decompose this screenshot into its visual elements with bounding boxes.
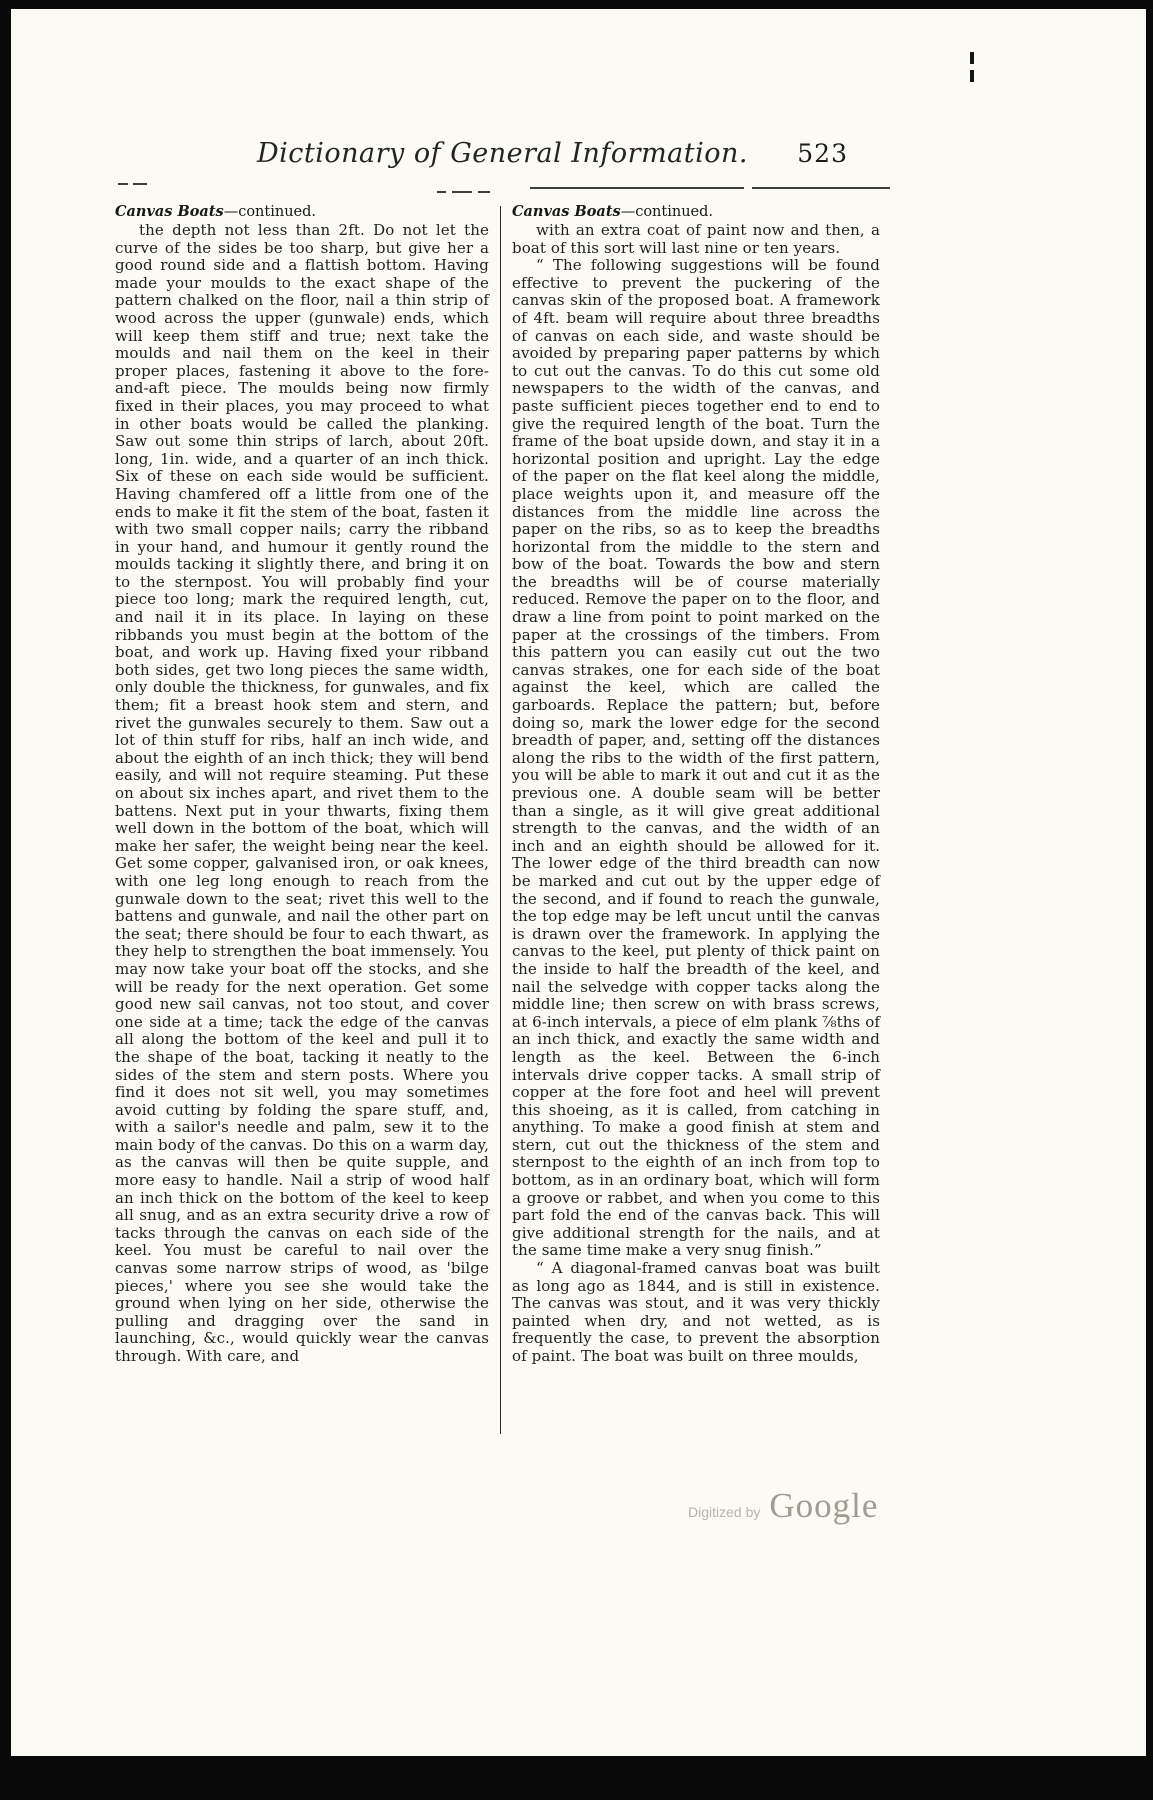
- scan-edge-right: [1146, 0, 1153, 1800]
- rule-segment: [452, 191, 472, 193]
- column-paragraph: “ A diagonal-framed canvas boat was built as long ago as 1844, and is still in existence. The canvas was stout, and it was very thickly painted when dry, and not wetted, as is frequently the case, to prevent the absorption of paint. The boat was built on three moulds,: [512, 1259, 880, 1365]
- right-column: [512, 203, 880, 1366]
- rule-segment: [118, 183, 128, 185]
- digitized-watermark: [688, 1486, 908, 1534]
- column-paragraph: with an extra coat of paint now and then, a boat of this sort will last nine or ten years.: [512, 221, 880, 257]
- rule-segment: [530, 187, 744, 189]
- column-divider: [500, 206, 501, 1434]
- column-heading: [115, 203, 489, 221]
- column-heading: [512, 203, 880, 221]
- google-logo: Google: [769, 1486, 879, 1525]
- scan-edge-top: [0, 0, 1153, 9]
- column-heading-term: Canvas Boats: [115, 203, 224, 220]
- column-heading-continued: —continued.: [620, 204, 714, 220]
- scan-artifact-mark: [970, 52, 974, 64]
- rule-segment: [133, 183, 147, 185]
- column-heading-term: Canvas Boats: [512, 203, 621, 220]
- column-paragraph: the depth not less than 2ft. Do not let the curve of the sides be too sharp, but give her a good round side and a flattish bottom. Having made your moulds to the exact shape of the pattern chalked on the floor, nail a thin strip of wood across the upper (gunwale) ends, which will keep them stiff and true; next take the moulds and nail them on the keel in their proper places, fastening it above to the fore-and-aft piece. The moulds being now firmly fixed in their places, you may proceed to what in other boats would be called the planking. Saw out some thin strips of larch, about 20ft. long, 1in. wide, and a quarter of an inch thick. Six of these on each side would be sufficient. Having chamfered off a little from one of the ends to make it fit the stem of the boat, fasten it with two small copper nails; carry the ribband in your hand, and humour it gently round the moulds tacking it slightly there, and bring it on to the sternpost. You will probably find your piece too long; mark the required length, cut, and nail it in its place. In laying on these ribbands you must begin at the bottom of the boat, and work up. Having fixed your ribband both sides, get two long pieces the same width, only double the thickness, for gunwales, and fix them; fit a breast hook stem and stern, and rivet the gunwales securely to them. Saw out a lot of thin stuff for ribs, half an inch wide, and about the eighth of an inch thick; they will bend easily, and will not require steaming. Put these on about six inches apart, and rivet them to the battens. Next put in your thwarts, fixing them well down in the bottom of the boat, which will make her safer, the weight being near the keel. Get some copper, galvanised iron, or oak knees, with one leg long enough to reach from the gunwale down to the seat; rivet this well to the battens and gunwale, and nail the other part on the seat; there should be four to each thwart, as they help to strengthen the boat immensely. You may now take your boat off the stocks, and she will be ready for the next operation. Get some good new sail canvas, not too stout, and cover one side at a time; tack the edge of the canvas all along the bottom of the keel and pull it to the shape of the boat, tacking it neatly to the sides of the stem and stern posts. Where you find it does not sit well, you may sometimes avoid cutting by folding the spare stuff, and, with a sailor's needle and palm, sew it to the main body of the canvas. Do this on a warm day, as the canvas will then be quite supple, and more easy to handle. Nail a strip of wood half an inch thick on the bottom of the keel to keep all snug, and as an extra security drive a row of tacks through the canvas on each side of the keel. You must be careful to nail over the canvas some narrow strips of wood, as 'bilge pieces,' where you see she would take the ground when lying on her side, otherwise the pulling and dragging over the sand in launching, &c., would quickly wear the canvas through. With care, and: [115, 221, 489, 1365]
- rule-segment: [437, 191, 446, 193]
- scan-edge-bottom: [0, 1756, 1153, 1800]
- scan-artifact-mark: [970, 70, 974, 82]
- digitized-by-label: Digitized by: [688, 1504, 761, 1520]
- page-header: [115, 138, 890, 180]
- column-paragraph: “ The following suggestions will be found effective to prevent the puckering of the canvas skin of the proposed boat. A framework of 4ft. beam will require about three breadths of canvas on each side, and waste should be avoided by preparing paper patterns by which to cut out the canvas. To do this cut some old newspapers to the width of the canvas, and paste sufficient pieces together end to end to give the required length of the boat. Turn the frame of the boat upside down, and stay it in a horizontal position and upright. Lay the edge of the paper on the flat keel along the middle, place weights upon it, and measure off the distances from the middle line across the paper on the ribs, so as to keep the breadths horizontal from the middle to the stern and bow of the boat. Towards the bow and stern the breadths will be of course materially reduced. Remove the paper on to the floor, and draw a line from point to point marked on the paper at the crossings of the timbers. From this pattern you can easily cut out the two canvas strakes, one for each side of the boat against the keel, which are called the garboards. Replace the pattern; but, before doing so, mark the lower edge for the second breadth of paper, and, setting off the distances along the ribs to the width of the first pattern, you will be able to mark it out and cut it as the previous one. A double seam will be better than a single, as it will give great additional strength to the canvas, and the width of an inch and an eighth should be allowed for it. The lower edge of the third breadth can now be marked and cut out by the upper edge of the second, and if found to reach the gunwale, the top edge may be left uncut until the canvas is drawn over the framework. In applying the canvas to the keel, put plenty of thick paint on the inside to half the breadth of the keel, and nail the selvedge with copper tacks along the middle line; then screw on with brass screws, at 6-inch intervals, a piece of elm plank ⅞ths of an inch thick, and exactly the same width and length as the keel. Between the 6-inch intervals drive copper tacks. A small strip of copper at the fore foot and heel will prevent this shoeing, as it is called, from catching in anything. To make a good finish at stem and stern, cut out the thickness of the stem and sternpost to the eighth of an inch from top to bottom, as in an ordinary boat, which will form a groove or rabbet, and when you come to this part fold the end of the canvas back. This will give additional strength for the nails, and at the same time make a very snug finish.”: [512, 256, 880, 1260]
- page-number: 523: [797, 139, 848, 168]
- left-column: [115, 203, 489, 1366]
- column-heading-continued: —continued.: [223, 204, 317, 220]
- rule-segment: [752, 187, 890, 189]
- rule-segment: [478, 191, 490, 193]
- scan-edge-left: [0, 0, 11, 1800]
- page-title: Dictionary of General Information.: [257, 138, 748, 169]
